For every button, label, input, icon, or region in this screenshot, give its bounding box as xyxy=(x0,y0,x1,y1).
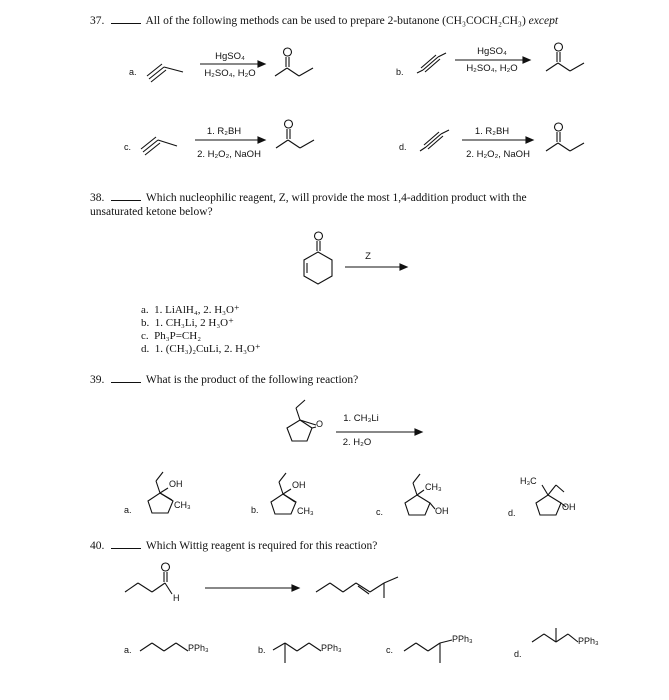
q37a-reagent-bottom: H₂SO₄, H₂O xyxy=(204,68,256,79)
q38-number: 38. xyxy=(90,192,105,204)
q38-option-a[interactable]: a. 1. LiAlH₄, 2. H₃O⁺ xyxy=(141,304,240,316)
q37b-label[interactable]: b. xyxy=(396,67,404,77)
q39-number: 39. xyxy=(90,374,105,386)
q37a-label[interactable]: a. xyxy=(129,67,137,77)
q37d-alkyne-structure xyxy=(420,130,449,151)
q38-text-line1: Which nucleophilic reagent, Z, will provide the most 1,4-addition product with the xyxy=(145,192,527,204)
q37d-label[interactable]: d. xyxy=(399,142,407,152)
q40a-label[interactable]: a. xyxy=(124,645,132,655)
q37b-alkyne-structure xyxy=(417,53,446,73)
q37b-reagent-top: HgSO₄ xyxy=(477,46,507,57)
q38-cyclohexenone-structure xyxy=(304,232,332,284)
q38-option-d[interactable]: d. 1. (CH₃)₂CuLi, 2. H₃O⁺ xyxy=(141,343,261,355)
q37-emphasis: except xyxy=(528,15,559,27)
q39d-oh: OH xyxy=(562,502,576,512)
q39-answer-blank[interactable] xyxy=(111,372,141,383)
q39-reagent-top: 1. CH₃Li xyxy=(343,413,379,424)
q38-option-b[interactable]: b. 1. CH₃Li, 2 H₃O⁺ xyxy=(141,317,234,329)
q37c-alkyne-structure xyxy=(141,137,177,155)
q39a-oh: OH xyxy=(169,479,183,489)
q37-text: All of the following methods can be used to prepare 2-butanone (CH₃COCH₂CH₃) xyxy=(145,15,526,27)
q37d-butanone-product xyxy=(546,123,584,151)
q39c-label[interactable]: c. xyxy=(376,507,384,517)
q39-epoxide-oxygen: O xyxy=(316,419,324,429)
q40d-structure xyxy=(532,628,578,642)
q37b-butanone-product xyxy=(546,43,584,71)
q40c-structure xyxy=(404,640,452,663)
q39b-ch3: CH₃ xyxy=(297,506,314,516)
q37c-label[interactable]: c. xyxy=(124,142,132,152)
q40b-label[interactable]: b. xyxy=(258,645,266,655)
q37c-reagent-top: 1. R₂BH xyxy=(206,126,242,137)
q39c-oh: OH xyxy=(435,506,449,516)
q40b-pph3: PPh₃ xyxy=(321,643,342,653)
q40c-label[interactable]: c. xyxy=(386,645,394,655)
q37a-reagent-top: HgSO₄ xyxy=(215,51,245,62)
q40a-pph3: PPh₃ xyxy=(188,643,209,653)
q39c-structure xyxy=(405,474,435,515)
q37d-reagent-top: 1. R₂BH xyxy=(474,126,510,137)
q39a-ch3: CH₃ xyxy=(174,500,191,510)
q37c-butanone-product xyxy=(276,120,314,148)
q39c-ch3: CH₃ xyxy=(425,482,442,492)
q38-option-c[interactable]: c. Ph₃P=CH₂ xyxy=(141,330,202,342)
q38-stem-line2: unsaturated ketone below? xyxy=(90,206,213,218)
q37a-butanone-product xyxy=(275,48,313,76)
q37b-reagent-bottom: H₂SO₄, H₂O xyxy=(466,63,518,74)
q37-number: 37. xyxy=(90,15,105,27)
q39a-label[interactable]: a. xyxy=(124,505,132,515)
q40d-label[interactable]: d. xyxy=(514,649,522,659)
q38-stem xyxy=(90,190,527,205)
q40-alkene-product xyxy=(316,577,398,598)
q39-stem xyxy=(90,372,358,387)
q39d-h3c: H₃C xyxy=(520,476,537,486)
q39b-label[interactable]: b. xyxy=(251,505,259,515)
q40b-structure xyxy=(273,643,321,663)
q40-stem xyxy=(90,538,377,553)
q39-reagent-bottom: 2. H₂O xyxy=(342,437,372,448)
q39-epoxide-structure xyxy=(287,400,316,441)
q39b-oh: OH xyxy=(292,480,306,490)
q40a-structure xyxy=(140,643,188,651)
q40-number: 40. xyxy=(90,540,105,552)
q40d-pph3: PPh₃ xyxy=(578,636,599,646)
q40-aldehyde-structure xyxy=(125,563,172,594)
q37c-reagent-bottom: 2. H₂O₂, NaOH xyxy=(197,149,261,160)
q39d-label[interactable]: d. xyxy=(508,508,516,518)
q40-answer-blank[interactable] xyxy=(111,538,141,549)
q37d-reagent-bottom: 2. H₂O₂, NaOH xyxy=(466,149,530,160)
q38-answer-blank[interactable] xyxy=(111,190,141,201)
q38-reagent-z: Z xyxy=(365,251,371,262)
q39-text: What is the product of the following reaction? xyxy=(145,374,359,386)
q40c-pph3: PPh₃ xyxy=(452,634,473,644)
q37a-alkyne-structure xyxy=(147,64,183,82)
q40-text: Which Wittig reagent is required for this reaction? xyxy=(145,540,378,552)
q40-aldehyde-h: H xyxy=(173,593,180,603)
